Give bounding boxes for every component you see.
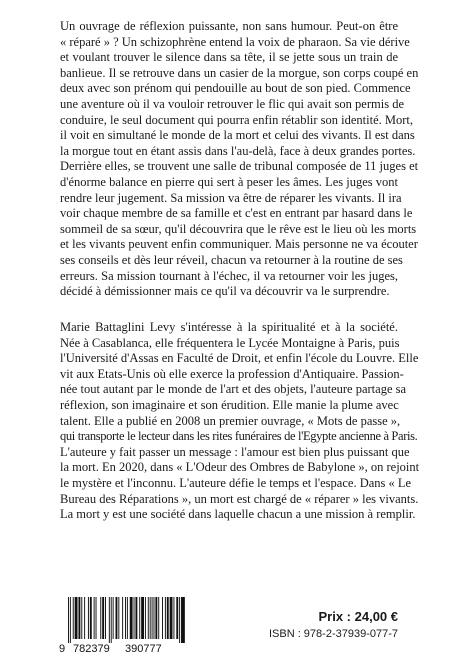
blurb-line: sommeil de sa sœur, qu'il découvrira que le rêve est le lieu où les morts [60, 221, 417, 236]
bio-line: Marie Battaglini Levy s'intéresse à la spiritualité et à la société. [60, 320, 398, 334]
barcode-bar [73, 597, 74, 639]
barcode-bar [116, 597, 118, 639]
barcode-bar [130, 597, 133, 639]
bio-line: La mort y est une société dans laquelle chacun a une mission à remplir. [60, 507, 416, 522]
barcode-bar [96, 597, 97, 639]
barcode-digit-prefix: 9 [59, 643, 66, 655]
barcode-bar [141, 597, 144, 639]
blurb-line: il voit en simultané le monde de la mort et celui des vivants. Il est dans [60, 128, 415, 143]
bio-line: née tout autant par le monde de l'art et des objets, l'auteure partage sa [60, 382, 407, 397]
barcode-bar [105, 597, 106, 639]
blurb-line: voir chaque membre de sa famille et c'est en entrant par hasard dans le [60, 206, 413, 221]
blurb-line: deux avec son prénom qui pendouille au bout de son pied. Commence [60, 81, 411, 96]
isbn-label: ISBN : 978-2-37939-077-7 [268, 628, 398, 640]
price-label: Prix : 24,00 € [318, 609, 398, 624]
barcode-bar [113, 597, 114, 639]
blurb-line: erreurs. Sa mission tournant à l'échec, il va retourner voir les juges, [60, 268, 398, 283]
bio-line: le mystère et l'inconnu. L'auteure défie le temps et l'espace. Dans « Le [60, 475, 412, 490]
barcode-bar [70, 597, 71, 643]
blurb-line: ses conseils et dès leur réveil, chacun va retourner à la routine de ses [60, 252, 403, 267]
blurb-line: décidé à démissionner mais ce qu'il va découvrir va le surprendre. [60, 284, 390, 299]
barcode-bar [179, 597, 180, 643]
barcode-bar [145, 597, 146, 639]
barcode-bar [173, 597, 174, 639]
barcode-bar [84, 597, 85, 639]
barcode-bar [109, 597, 110, 643]
barcode-bar [127, 597, 128, 639]
barcode-bar [78, 597, 80, 639]
barcode-bar [148, 597, 149, 639]
blurb-line: Un ouvrage de réflexion puissante, non sans humour. Peut-on être [60, 19, 398, 33]
blurb-line: rendre leur jugement. Sa mission va être de réparer les vivants. Il ira [60, 190, 402, 205]
barcode-bar [125, 597, 126, 639]
blurb-line: banlieue. Il se retrouve dans un casier de la morgue, son corps coupé en [60, 65, 419, 80]
barcode-bar [158, 597, 159, 639]
author-bio-paragraph [60, 320, 420, 523]
bio-line: la mort. En 2020, dans « L'Odeur des Ombres de Babylone », on rejoint [60, 460, 420, 475]
barcode-bar [170, 597, 173, 639]
bio-line: Bureau des Réparations », un mort est chargé de « réparer » les vivants. [60, 491, 419, 506]
barcode-bar [134, 597, 135, 639]
barcode-digit-group-left: 782379 [73, 643, 110, 655]
barcode-bar [154, 597, 155, 639]
bio-line: qui transporte le lecteur dans les rites funéraires de l'Egypte ancienne à Paris. [60, 429, 418, 444]
barcode-bar [75, 597, 78, 639]
barcode-bar [152, 597, 153, 639]
blurb-line: une aventure où il va vouloir retrouver le flic qui avait son permis de [60, 96, 404, 111]
barcode-bar [165, 597, 166, 639]
barcode-bar [135, 597, 137, 639]
barcode-bar [162, 597, 163, 639]
barcode-bar [139, 597, 140, 639]
barcode-bar [176, 597, 178, 639]
bio-line: vit aux Etats-Unis où elle exerce la profession d'Antiquaire. Passion- [60, 366, 404, 381]
blurb-line: et voulant trouver le silence dans sa tête, il se jette sous un train de [60, 50, 398, 65]
barcode-bar [122, 597, 123, 639]
barcode-bar [150, 597, 151, 639]
barcode-bar [102, 597, 104, 639]
bio-line: L'auteure y fait passer un message : l'amour est bien plus puissant que [60, 444, 410, 459]
barcode-bar [167, 597, 169, 639]
blurb-line: « réparé » ? Un schizophrène entend la voix de pharaon. Sa vie dérive [60, 34, 410, 49]
bio-line: l'Université d'Assas en Faculté de Droit, et enfin l'école du Louvre. Elle [60, 351, 419, 366]
barcode-bar [100, 597, 101, 639]
barcode-bar [90, 597, 92, 639]
barcode-bars [59, 597, 185, 643]
barcode-bar [94, 597, 95, 639]
barcode-bar [155, 597, 157, 639]
barcode-bar [118, 597, 119, 639]
bio-line: Née à Casablanca, elle fréquentera le Lycée Montaigne à Paris, puis [60, 335, 400, 350]
barcode-bar [181, 597, 185, 643]
blurb-line: la morgue tout en étant assis dans l'au-delà, face à deux grandes portes. [60, 143, 416, 158]
blurb-line: et les vivants peuvent enfin communiquer. Mais personne ne va écouter [60, 237, 418, 252]
blurb-paragraph [60, 19, 419, 300]
barcode-digit-group-right: 390777 [125, 643, 162, 655]
barcode-bar [111, 597, 112, 643]
blurb-line: conduire, le seul document qui pourra enfin rétablir son identité. Mort, [60, 112, 414, 127]
blurb-line: d'énorme balance en pierre qui sert à peser les âmes. Les juges vont [60, 174, 398, 189]
barcode-bar [88, 597, 89, 639]
barcode-bar [81, 597, 82, 639]
bio-line: talent. Elle a publié en 2008 un premier ouvrage, « Mots de passe », [60, 413, 401, 428]
barcode-bar [68, 597, 69, 643]
isbn-barcode [59, 597, 185, 655]
blurb-line: Derrière elles, se trouvent une salle de tribunal composée de 11 juges et [60, 159, 419, 174]
bio-line: réflexion, son imaginaire et son érudition. Elle manie la plume avec [60, 397, 399, 412]
